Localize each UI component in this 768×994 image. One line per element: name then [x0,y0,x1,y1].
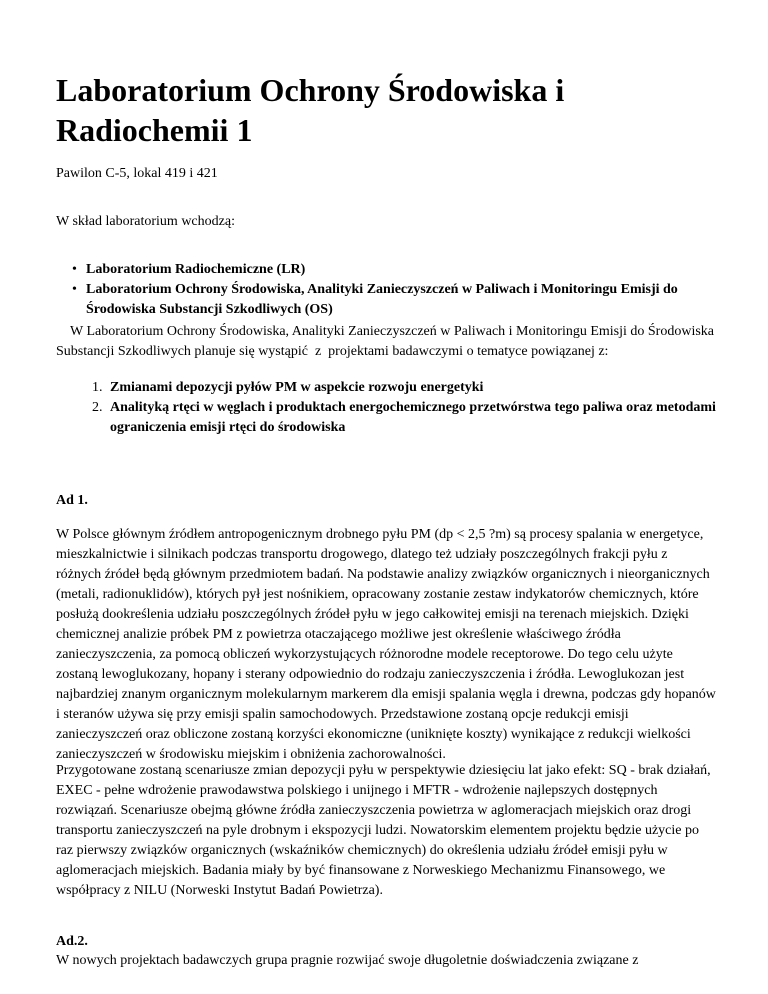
labs-list [56,260,716,320]
list-item [56,260,716,280]
list-item [56,280,716,320]
intro-text: W skład laboratorium wchodzą: [56,214,235,229]
body-paragraph: W Polsce głównym źródłem antropogenicznym drobnego pyłu PM (dp < 2,5 ?m) są procesy spalania w energetyce, mieszkalnictwie i silnikach podczas transportu drogowego, dlatego też udziały poszczególnych frakcji pyłu z różnych źródeł będą głównym przedmiotem badań. Na podstawie analizy związków organicznych i nieorganicznych (metali, radionuklidów), których pył jest nośnikiem, opracowany zostanie zestaw indykatorów chemicznych, które posłużą dookreślenia udziału poszczególnych źródeł pyłu w jego całkowitej emisji na terenach miejskich. Dzięki chemicznej analizie próbek PM z powietrza otaczającego możliwe jest określenie właściwego źródła zanieczyszczenia, za pomocą obliczeń wykorzystujących różnorodne modele receptorowe. Do tego celu użyte zostaną lewoglukozany, hopany i sterany odpowiednio do rodzaju zanieczyszczenia i źródła. Lewoglukozan jest najbardziej znanym organicznym molekularnym markerem dla emisji spalania węgla i drewna, podczas gdy hopanów i steranów używa się przy emisji spalin samochodowych. Przedstawione zostaną opcje redukcji emisji zanieczyszczeń oraz obliczone zostaną korzyści ekonomiczne (uniknięte koszty) wynikające z redukcji wielkości zanieczyszczeń w środowisku miejskim i obniżenia zachorowalności. [56,527,716,762]
location-text: Pawilon C-5, lokal 419 i 421 [56,166,218,181]
bullet-icon: • [72,282,77,297]
topic-text: Analityką rtęci w węglach i produktach energochemicznego przetwórstwa tego paliwa oraz metodami ograniczenia emisji rtęci do środowiska [110,400,716,435]
lab-name: Laboratorium Radiochemiczne (LR) [86,262,306,277]
section-heading: Ad 1. [56,493,88,508]
page-title: Laboratorium Ochrony Środowiska i Radiochemii 1 [56,72,565,148]
topics-list [56,378,716,438]
lab-name: Laboratorium Ochrony Środowiska, Analityki Zanieczyszczeń w Paliwach i Monitoringu Emisji do Środowiska Substancji Szkodliwych (OS) [86,282,678,317]
list-item [56,398,716,438]
list-item [56,378,716,398]
item-number: 2. [92,400,103,415]
bullet-icon: • [72,262,77,277]
body-paragraph: Przygotowane zostaną scenariusze zmian depozycji pyłu w perspektywie dziesięciu lat jako efekt: SQ - brak działań, EXEC - pełne wdrożenie prawodawstwa polskiego i unijnego i MFTR - wdrożenie najlepszych dostępnych rozwiązań. Scenariusze obejmą główne źródła zanieczyszczenia powietrza w aglomeracjach miejskich oraz drogi transportu zanieczyszczeń na pyle drobnym i ekspozycji ludzi. Nowatorskim elementem projektu będzie użycie po raz pierwszy związków organicznych (wskaźników chemicznych) do określenia udziału źródeł emisji pyłu w aglomeracjach miejskich. Badania miały by być finansowane z Norweskiego Mechanizmu Finansowego, we współpracy z NILU (Norweski Instytut Badań Powietrza). [56,763,711,898]
plan-paragraph: W Laboratorium Ochrony Środowiska, Analityki Zanieczyszczeń w Paliwach i Monitoringu Emisji do Środowiska Substancji Szkodliwych planuje się wystąpić z projektami badawczymi o tematyce powiązanej z: [56,324,718,359]
body-paragraph: W nowych projektach badawczych grupa pragnie rozwijać swoje długoletnie doświadczenia związane z [56,953,639,968]
item-number: 1. [92,380,103,395]
topic-text: Zmianami depozycji pyłów PM w aspekcie rozwoju energetyki [110,380,484,395]
section-heading: Ad.2. [56,934,88,949]
